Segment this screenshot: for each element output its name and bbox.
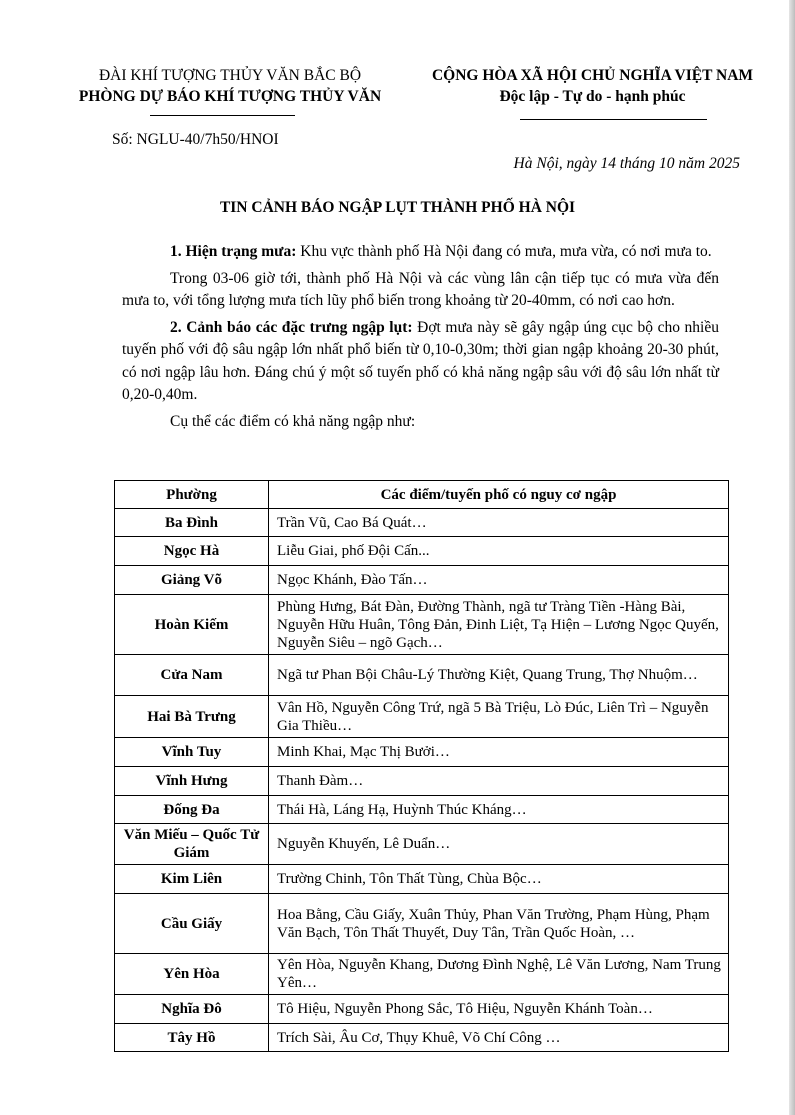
document-title: TIN CẢNH BÁO NGẬP LỤT THÀNH PHỐ HÀ NỘI bbox=[219, 199, 576, 216]
table-intro: Cụ thể các điểm có khả năng ngập như: bbox=[170, 412, 416, 430]
flood-risk-table bbox=[114, 480, 729, 1052]
column-header-ward: Phường bbox=[115, 481, 269, 509]
section-2-paragraph bbox=[122, 317, 719, 407]
streets-cell: Thái Hà, Láng Hạ, Huỳnh Thúc Kháng… bbox=[269, 796, 729, 824]
motto-underline bbox=[520, 119, 707, 120]
agency-header bbox=[20, 65, 440, 107]
ward-cell: Cầu Giấy bbox=[115, 894, 269, 954]
table-row bbox=[115, 537, 729, 566]
ward-cell: Ngọc Hà bbox=[115, 537, 269, 566]
ward-cell: Đống Đa bbox=[115, 796, 269, 824]
ward-cell: Vĩnh Tuy bbox=[115, 738, 269, 767]
streets-cell: Trần Vũ, Cao Bá Quát… bbox=[269, 509, 729, 537]
streets-cell: Trường Chinh, Tôn Thất Tùng, Chùa Bộc… bbox=[269, 865, 729, 894]
table-row bbox=[115, 509, 729, 537]
agency-underline bbox=[150, 115, 295, 116]
nation-motto: Độc lập - Tự do - hạnh phúc bbox=[499, 88, 686, 105]
ward-cell: Kim Liên bbox=[115, 865, 269, 894]
table-row bbox=[115, 954, 729, 995]
table-row bbox=[115, 824, 729, 865]
streets-cell: Ngã tư Phan Bội Châu-Lý Thường Kiệt, Quang Trung, Thợ Nhuộm… bbox=[269, 655, 729, 696]
table-row bbox=[115, 1024, 729, 1052]
page-edge-shadow bbox=[789, 0, 795, 1115]
table-row bbox=[115, 655, 729, 696]
streets-cell: Thanh Đàm… bbox=[269, 767, 729, 796]
ward-cell: Tây Hồ bbox=[115, 1024, 269, 1052]
streets-cell: Yên Hòa, Nguyễn Khang, Dương Đình Nghệ, Lê Văn Lương, Nam Trung Yên… bbox=[269, 954, 729, 995]
ward-cell: Ba Đình bbox=[115, 509, 269, 537]
ward-cell: Cửa Nam bbox=[115, 655, 269, 696]
table-row bbox=[115, 595, 729, 655]
ward-cell: Hoàn Kiếm bbox=[115, 595, 269, 655]
table-row bbox=[115, 696, 729, 738]
department-name: PHÒNG DỰ BÁO KHÍ TƯỢNG THỦY VĂN bbox=[78, 88, 382, 105]
ward-cell: Hai Bà Trưng bbox=[115, 696, 269, 738]
streets-cell: Tô Hiệu, Nguyễn Phong Sắc, Tô Hiệu, Nguyễn Khánh Toàn… bbox=[269, 995, 729, 1024]
ward-cell: Văn Miếu – Quốc Tử Giám bbox=[115, 824, 269, 865]
section-2-heading: 2. Cảnh báo các đặc trưng ngập lụt: bbox=[170, 318, 413, 336]
streets-cell: Ngọc Khánh, Đào Tấn… bbox=[269, 566, 729, 595]
agency-name: ĐÀI KHÍ TƯỢNG THỦY VĂN BẮC BỘ bbox=[98, 67, 362, 84]
nation-name: CỘNG HÒA XÃ HỘI CHỦ NGHĨA VIỆT NAM bbox=[431, 67, 754, 84]
table-row bbox=[115, 865, 729, 894]
streets-cell: Hoa Bằng, Cầu Giấy, Xuân Thủy, Phan Văn Trường, Phạm Hùng, Phạm Văn Bạch, Tôn Thất Thuyết, Duy Tân, Trần Quốc Hoàn, … bbox=[269, 894, 729, 954]
section-1-text: Khu vực thành phố Hà Nội đang có mưa, mưa vừa, có nơi mưa to. bbox=[296, 243, 712, 260]
ward-cell: Nghĩa Đô bbox=[115, 995, 269, 1024]
table-row bbox=[115, 894, 729, 954]
streets-cell: Phùng Hưng, Bát Đàn, Đường Thành, ngã tư Tràng Tiền -Hàng Bài, Nguyễn Hữu Huân, Tông Đản, Đinh Liệt, Tạ Hiện – Lương Ngọc Quyến, Nguyễn Siêu – ngõ Gạch… bbox=[269, 595, 729, 655]
nation-header bbox=[395, 65, 790, 107]
table-row bbox=[115, 738, 729, 767]
table-header-row bbox=[115, 481, 729, 509]
section-2-text: Đợt mưa này sẽ gây ngập úng cục bộ cho nhiều tuyến phố với độ sâu ngập lớn nhất phổ biến từ 0,10-0,30m; thời gian ngập khoảng 20-30 phút, có nơi ngập lâu hơn. Đáng chú ý một số tuyến phố có khả năng ngập sâu với độ sâu lớn nhất từ 0,20-0,40m. bbox=[122, 318, 719, 403]
streets-cell: Nguyễn Khuyến, Lê Duẩn… bbox=[269, 824, 729, 865]
table-row bbox=[115, 796, 729, 824]
table-row bbox=[115, 995, 729, 1024]
place-date: Hà Nội, ngày 14 tháng 10 năm 2025 bbox=[513, 155, 740, 172]
section-1-forecast: Trong 03-06 giờ tới, thành phố Hà Nội và các vùng lân cận tiếp tục có mưa vừa đến mưa to, với tổng lượng mưa tích lũy phổ biến trong khoảng từ 20-40mm, có nơi cao hơn. bbox=[122, 269, 719, 309]
document-number: Số: NGLU-40/7h50/HNOI bbox=[112, 131, 279, 148]
section-1-paragraph bbox=[122, 241, 719, 264]
section-1-heading: 1. Hiện trạng mưa: bbox=[170, 243, 297, 260]
table-row bbox=[115, 767, 729, 796]
streets-cell: Minh Khai, Mạc Thị Bưởi… bbox=[269, 738, 729, 767]
ward-cell: Giảng Võ bbox=[115, 566, 269, 595]
document-body bbox=[122, 241, 719, 433]
table-row bbox=[115, 566, 729, 595]
ward-cell: Yên Hòa bbox=[115, 954, 269, 995]
column-header-streets: Các điểm/tuyến phố có nguy cơ ngập bbox=[269, 481, 729, 509]
streets-cell: Trích Sài, Âu Cơ, Thụy Khuê, Võ Chí Công … bbox=[269, 1024, 729, 1052]
ward-cell: Vĩnh Hưng bbox=[115, 767, 269, 796]
streets-cell: Vân Hồ, Nguyễn Công Trứ, ngã 5 Bà Triệu, Lò Đúc, Liên Trì – Nguyễn Gia Thiều… bbox=[269, 696, 729, 738]
streets-cell: Liễu Giai, phố Đội Cấn... bbox=[269, 537, 729, 566]
